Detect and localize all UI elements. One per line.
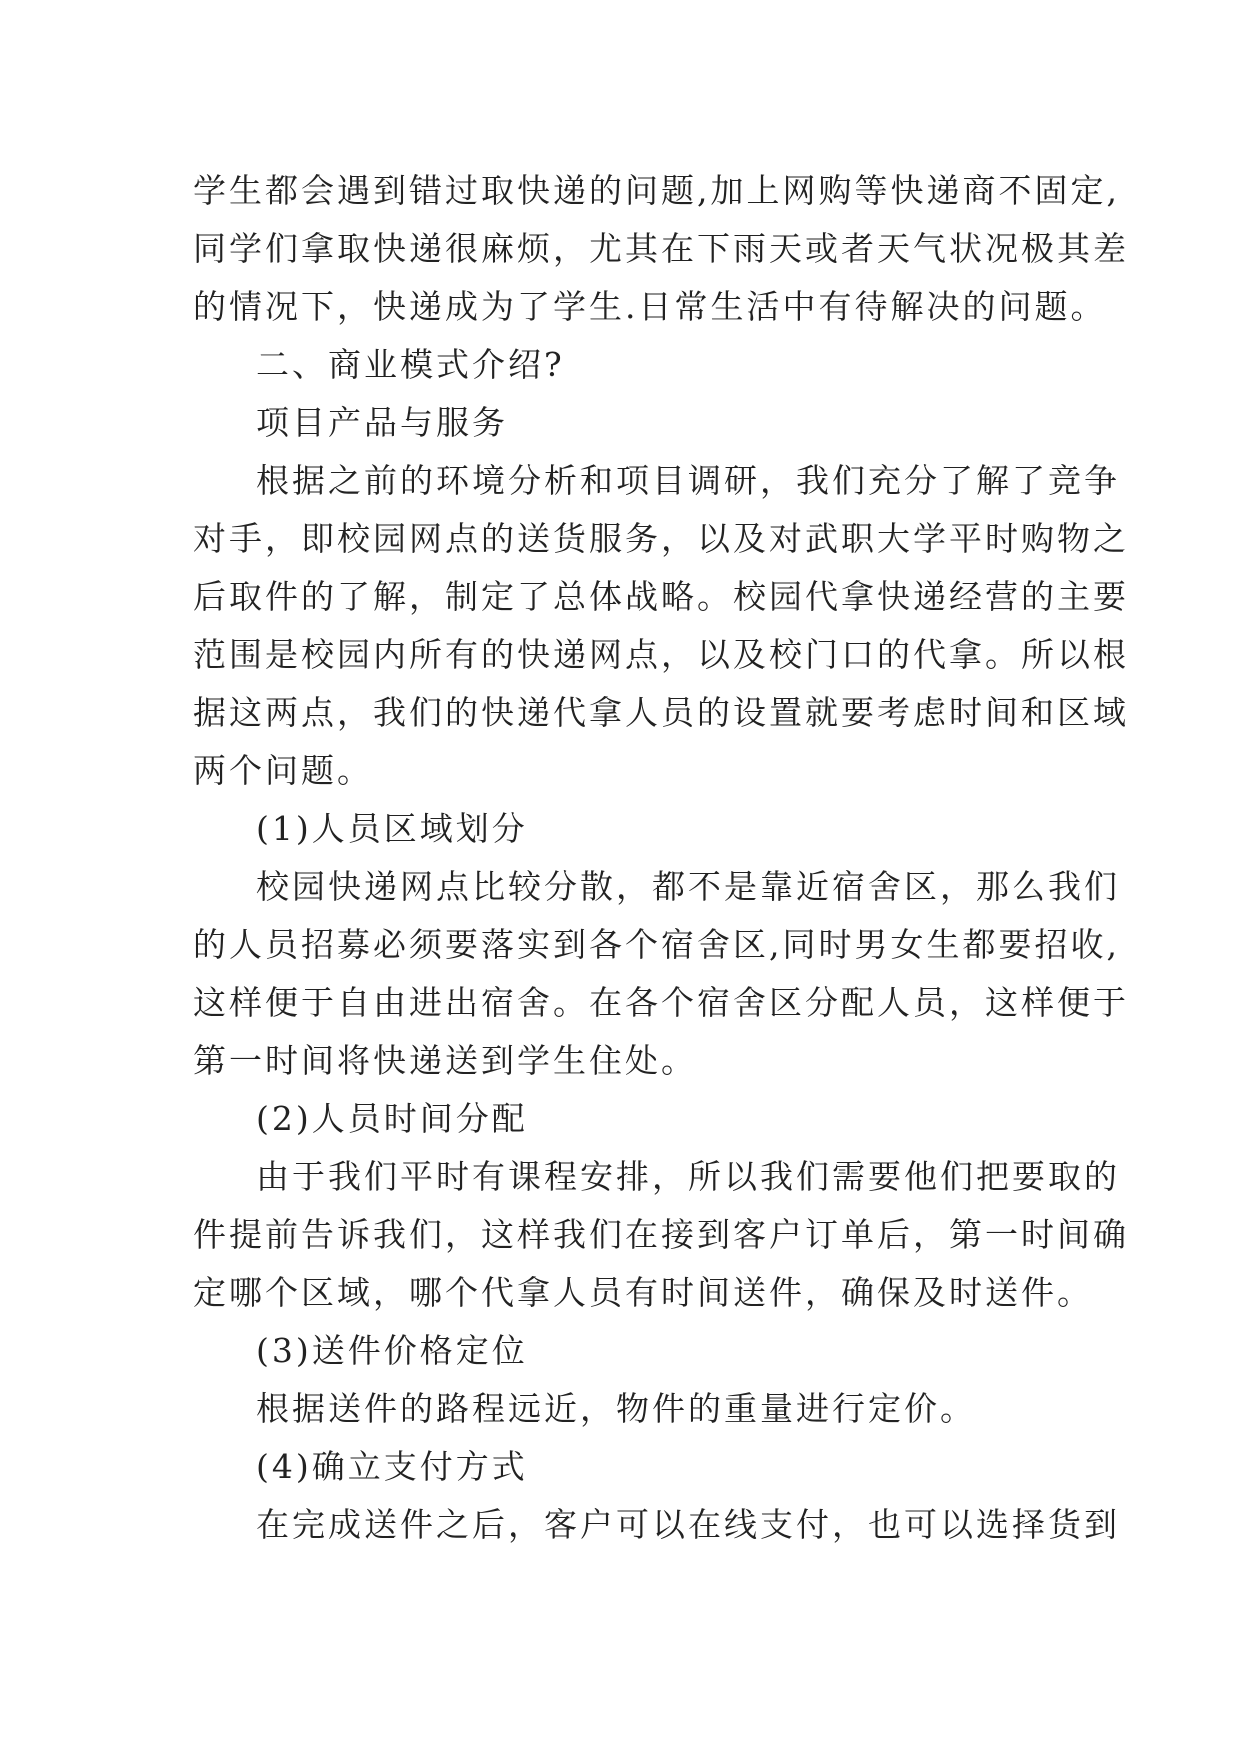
text-line: 同学们拿取快递很麻烦，尤其在下雨天或者天气状况极其差 <box>193 229 1129 268</box>
text-line: 范围是校园内所有的快递网点，以及校门口的代拿。所以根 <box>193 635 1129 674</box>
text-line: 由于我们平时有课程安排，所以我们需要他们把要取的 <box>256 1157 1120 1196</box>
text-line: 在完成送件之后，客户可以在线支付，也可以选择货到 <box>256 1505 1120 1544</box>
list-heading: (2)人员时间分配 <box>256 1099 528 1138</box>
text-line: 根据送件的路程远近，物件的重量进行定价。 <box>256 1389 976 1428</box>
text-line: 校园快递网点比较分散，都不是靠近宿舍区，那么我们 <box>256 867 1120 906</box>
text-line: 定哪个区域，哪个代拿人员有时间送件，确保及时送件。 <box>193 1273 1093 1312</box>
text-line: 的情况下，快递成为了学生.日常生活中有待解决的问题。 <box>193 287 1107 326</box>
text-line: 第一时间将快递送到学生住处。 <box>193 1041 697 1080</box>
list-heading: (1)人员区域划分 <box>256 809 528 848</box>
text-line: 件提前告诉我们，这样我们在接到客户订单后，第一时间确 <box>193 1215 1129 1254</box>
text-line: 据这两点，我们的快递代拿人员的设置就要考虑时间和区域 <box>193 693 1129 732</box>
text-line: 后取件的了解，制定了总体战略。校园代拿快递经营的主要 <box>193 577 1129 616</box>
text-line: 根据之前的环境分析和项目调研，我们充分了解了竞争 <box>256 461 1120 500</box>
subsection-heading: 项目产品与服务 <box>256 403 508 442</box>
text-line: 这样便于自由进出宿舍。在各个宿舍区分配人员，这样便于 <box>193 983 1129 1022</box>
list-heading: (4)确立支付方式 <box>256 1447 528 1486</box>
section-heading: 二、商业模式介绍? <box>256 345 565 384</box>
text-line: 的人员招募必须要落实到各个宿舍区,同时男女生都要招收, <box>193 925 1120 964</box>
list-heading: (3)送件价格定位 <box>256 1331 528 1370</box>
text-line: 两个问题。 <box>193 751 373 790</box>
text-line: 对手，即校园网点的送货服务，以及对武职大学平时购物之 <box>193 519 1129 558</box>
text-line: 学生都会遇到错过取快递的问题,加上网购等快递商不固定, <box>193 171 1120 210</box>
